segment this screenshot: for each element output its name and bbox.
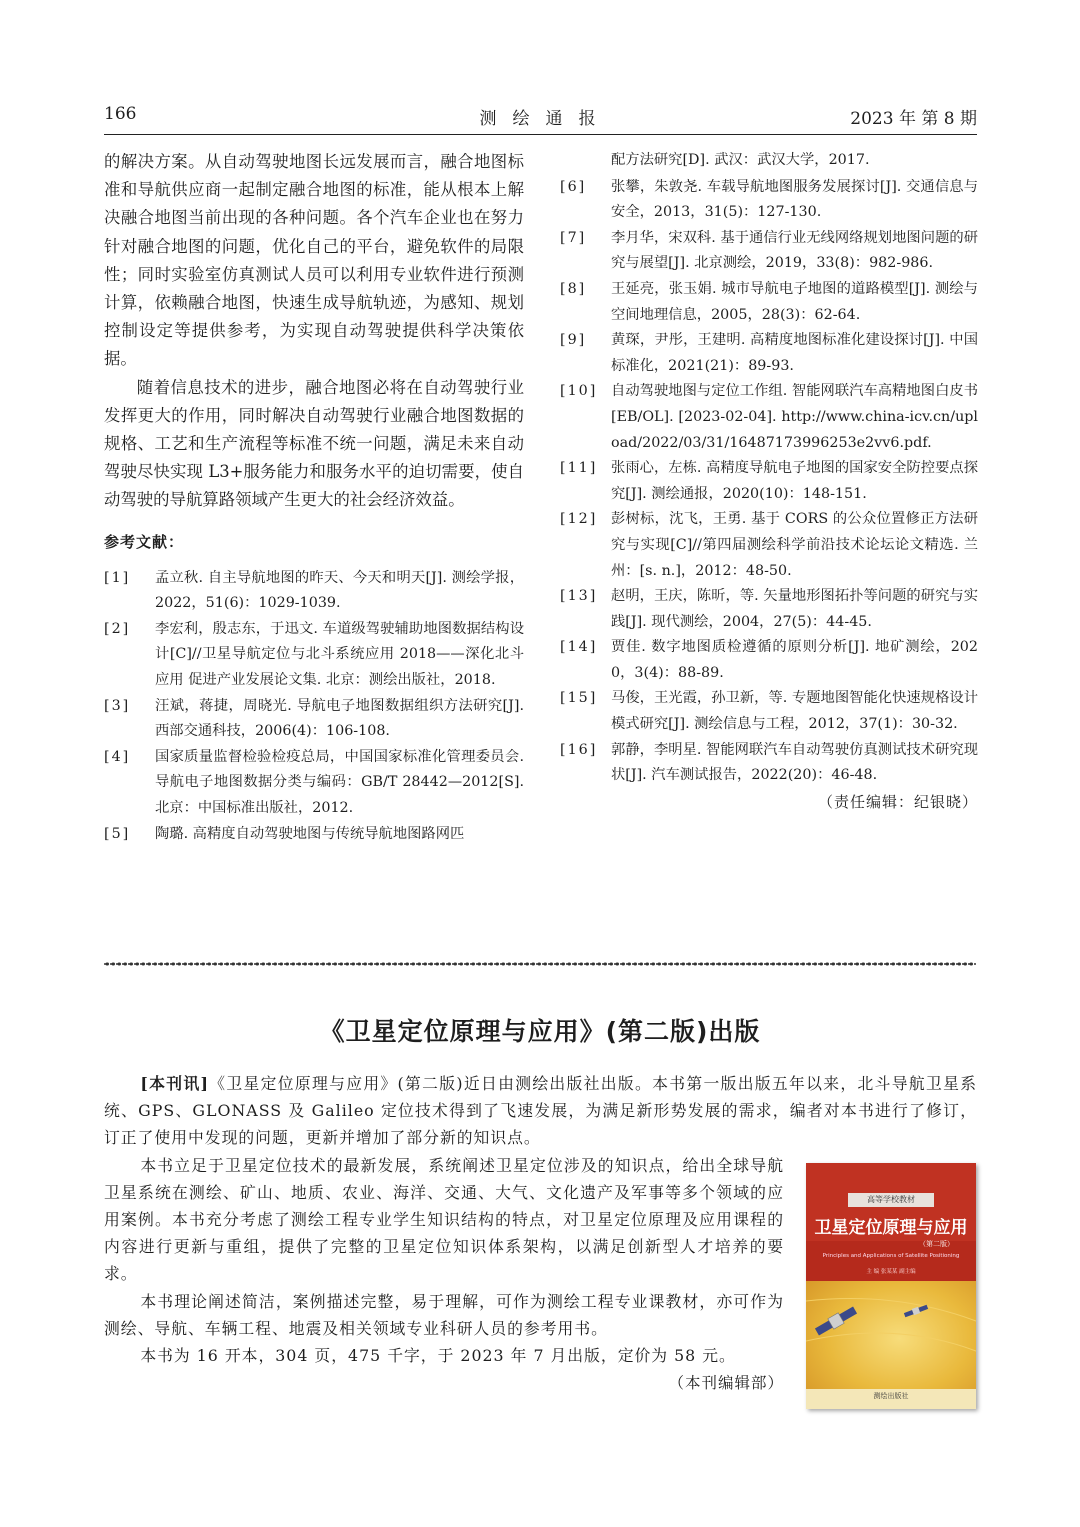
reference-number: [8] [560, 280, 587, 297]
reference-text: 自动驾驶地图与定位工作组. 智能网联汽车高精地图白皮书[EB/OL]. [2023-02-04]. http://www.china-icv.cn/upload/2022/03/31/16487173996253e2vv6.pdf. [611, 383, 978, 451]
book-series-label: 高等学校教材 [848, 1193, 934, 1207]
reference-text: 赵明，王庆，陈昕，等. 矢量地形图拓扑等问题的研究与实践[J]. 现代测绘，2004，27(5)：44-45. [611, 588, 978, 630]
reference-item [560, 379, 978, 456]
reference-text: 贾佳. 数字地图质检遵循的原则分析[J]. 地矿测绘，2020，3(4)：88-89. [611, 639, 978, 681]
reference-number: [1] [104, 569, 131, 586]
notice-paragraph: 本书为 16 开本，304 页，475 千字，于 2023 年 7 月出版，定价为 58 元。 [140, 1346, 736, 1366]
reference-text: 彭树标，沈飞，王勇. 基于 CORS 的公众位置修正方法研究与实现[C]//第四届测绘科学前沿技术论坛论文精选. 兰州：[s. n.]，2012：48-50. [611, 511, 978, 579]
book-cover-title: 卫星定位原理与应用 [814, 1218, 968, 1238]
page-number: 166 [104, 104, 137, 124]
book-cover-edition: （第二版） [919, 1240, 954, 1248]
reference-text: 黄琛，尹彤，王建明. 高精度地图标准化建设探讨[J]. 中国标准化，2021(21)：89-93. [611, 332, 978, 374]
reference-item [560, 507, 978, 584]
reference-number: [16] [560, 741, 598, 758]
running-header [104, 100, 977, 135]
reference-text: 孟立秋. 自主导航地图的昨天、今天和明天[J]. 测绘学报，2022，51(6)：1029-1039. [155, 569, 524, 612]
reference-number: [15] [560, 690, 598, 707]
reference-number: [14] [560, 639, 598, 656]
book-cover [806, 1163, 976, 1409]
issue-label: 2023 年 第 8 期 [850, 109, 977, 129]
reference-text: 李月华，宋双科. 基于通信行业无线网络规划地图问题的研究与展望[J]. 北京测绘，2019，33(8)：982-986. [611, 229, 978, 272]
reference-item [560, 635, 978, 686]
reference-item [104, 694, 524, 745]
reference-text: 张雨心，左栋. 高精度导航电子地图的国家安全防控要点探究[J]. 测绘通报，2020(10)：148-151. [611, 460, 978, 502]
notice-paragraph: 本书立足于卫星定位技术的最新发展，系统阐述卫星定位涉及的知识点，给出全球导航卫星系统在测绘、矿山、地质、农业、海洋、交通、大气、文化遗产及军事等多个领域的应用案例。本书充分考虑了测绘工程专业学生知识结构的特点，对卫星定位原理及应用课程的内容进行更新与重组，提供了完整的卫星定位知识体系架构，以满足创新型人才培养的要求。 [104, 1155, 784, 1284]
reference-number: [13] [560, 588, 598, 605]
reference-number: [12] [560, 511, 598, 528]
notice-intro-text: 《卫星定位原理与应用》(第二版)近日由测绘出版社出版。本书第一版出版五年以来，北斗导航卫星系统、GPS、GLONASS 及 Galileo 定位技术得到了飞速发展，为满足新形势发展的需求，编者对本书进行了修订，订正了使用中发现的问题，更新并增加了部分新的知识点。 [104, 1074, 978, 1148]
book-cover-authors: 主 编 张某某 副主编 [866, 1269, 916, 1275]
journal-name: 测绘通报 [479, 109, 612, 129]
reference-number: [11] [560, 460, 598, 477]
reference-item [560, 175, 978, 226]
notice-paragraph: 本书理论阐述简洁，案例描述完整，易于理解，可作为测绘工程专业课教材，亦可作为测绘、导航、车辆工程、地震及相关领域专业科研人员的参考用书。 [104, 1291, 784, 1338]
reference-number: [6] [560, 178, 587, 195]
references-title: 参考文献： [104, 532, 185, 551]
reference-number: [10] [560, 383, 598, 400]
reference-number: [2] [104, 620, 131, 637]
reference-text: 马俊，王光霞，孙卫新，等. 专题地图智能化快速规格设计模式研究[J]. 测绘信息与工程，2012，37(1)：30-32. [611, 690, 978, 733]
reference-number: [7] [560, 229, 587, 246]
reference-number: [3] [104, 697, 131, 714]
editor-credit: （责任编辑：纪银晓） [817, 792, 978, 811]
reference-text: 王延亮，张玉娟. 城市导航电子地图的道路模型[J]. 测绘与空间地理信息，2005，28(3)：62-64. [611, 280, 978, 323]
reference-item [560, 328, 978, 379]
reference-item [560, 584, 978, 635]
reference-continuation: 配方法研究[D]. 武汉：武汉大学，2017. [611, 152, 870, 168]
reference-item [560, 277, 978, 328]
reference-number: [5] [104, 825, 131, 842]
reference-text: 郭静，李明星. 智能网联汽车自动驾驶仿真测试技术研究现状[J]. 汽车测试报告，2022(20)：46-48. [611, 741, 978, 784]
reference-number: [9] [560, 332, 587, 349]
reference-text: 汪斌，蒋捷，周晓光. 导航电子地图数据组织方法研究[J]. 西部交通科技，2006(4)：106-108. [155, 697, 524, 740]
notice-tag: [本刊讯] [140, 1074, 209, 1093]
body-paragraph: 的解决方案。从自动驾驶地图长远发展而言，融合地图标准和导航供应商一起制定融合地图的标准，能从根本上解决融合地图当前出现的各种问题。各个汽车企业也在努力针对融合地图的问题，优化自己的平台，避免软件的局限性；同时实验室仿真测试人员可以利用专业软件进行预测计算，依赖融合地图，快速生成导航轨迹，为感知、规划控制设定等提供参考，为实现自动驾驶提供科学决策依据。 [104, 152, 524, 369]
reference-item [104, 745, 524, 822]
book-cover-publisher: 测绘出版社 [873, 1392, 909, 1400]
reference-item [560, 226, 978, 277]
left-column [104, 148, 524, 847]
reference-item [104, 617, 524, 694]
reference-item [104, 822, 524, 848]
notice-signature: （本刊编辑部） [668, 1374, 784, 1393]
satellite-illustration [806, 1281, 976, 1409]
body-paragraph: 随着信息技术的进步，融合地图必将在自动驾驶行业发挥更大的作用，同时解决自动驾驶行业融合地图数据的规格、工艺和生产流程等标准不统一问题，满足未来自动驾驶尽快实现 L3+服务能力和服务水平的迫切需要，使自动驾驶的导航算路领域产生更大的社会经济效益。 [104, 377, 524, 510]
book-cover-subtitle: Principles and Applications of Satellite Positioning [822, 1253, 960, 1259]
right-column [560, 148, 978, 812]
reference-item [560, 456, 978, 507]
reference-number: [4] [104, 748, 131, 765]
reference-text: 李宏利，殷志东，于迅文. 车道级驾驶辅助地图数据结构设计[C]//卫星导航定位与北斗系统应用 2018——深化北斗应用 促进产业发展论文集. 北京：测绘出版社，2018. [155, 620, 524, 689]
reference-text: 陶璐. 高精度自动驾驶地图与传统导航地图路网匹 [155, 825, 465, 842]
reference-text: 张攀，朱敦尧. 车载导航地图服务发展探讨[J]. 交通信息与安全，2013，31(5)：127-130. [611, 178, 978, 221]
reference-item [104, 566, 524, 617]
reference-text: 国家质量监督检验检疫总局，中国国家标准化管理委员会. 导航电子地图数据分类与编码：GB/T 28442—2012[S]. 北京：中国标准出版社，2012. [155, 748, 524, 816]
reference-item [560, 686, 978, 737]
notice-intro [104, 1070, 977, 1152]
notice-title: 《卫星定位原理与应用》(第二版)出版 [319, 1017, 761, 1046]
reference-item [560, 738, 978, 789]
dotted-divider [104, 960, 977, 968]
